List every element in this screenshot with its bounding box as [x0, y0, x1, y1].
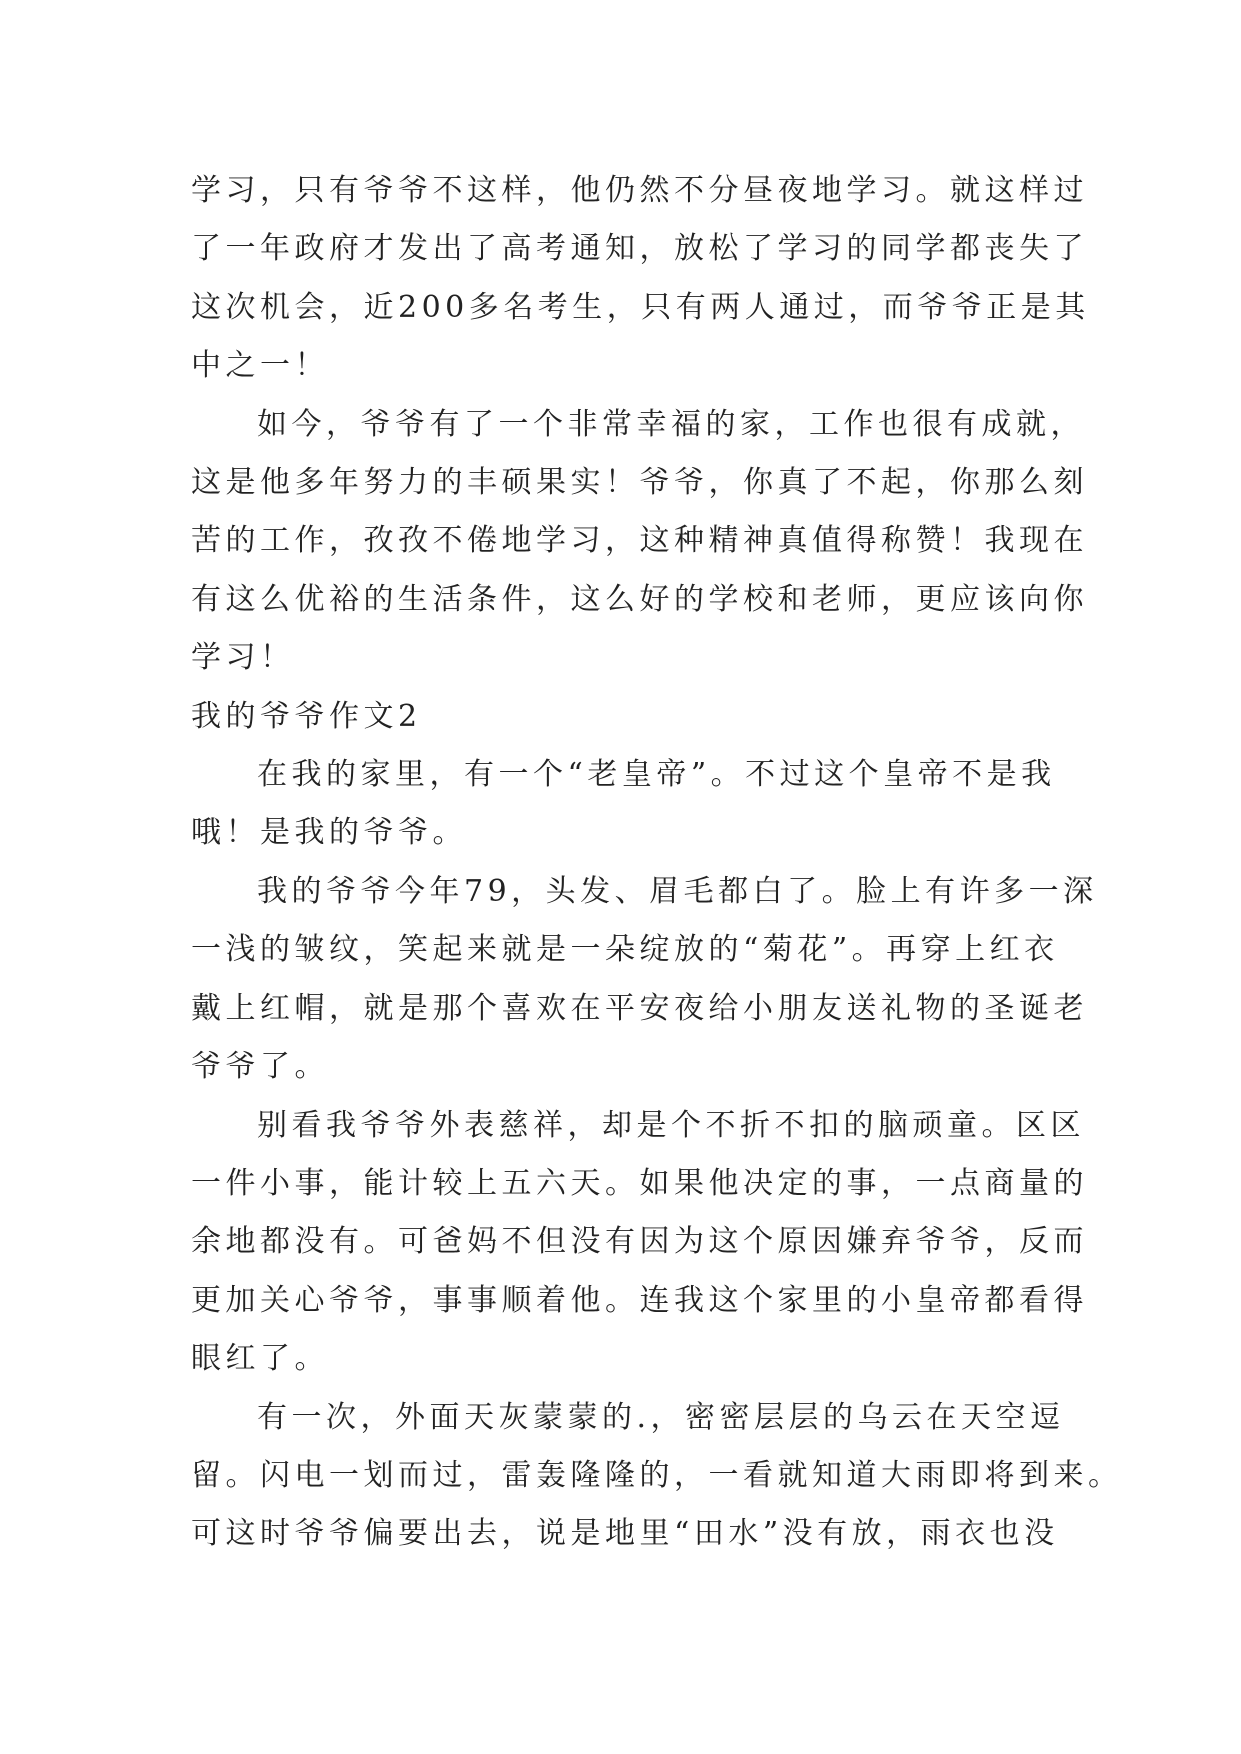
- text-line: 如今，爷爷有了一个非常幸福的家，工作也很有成就，: [257, 406, 1085, 442]
- text-line: 一浅的皱纹，笑起来就是一朵绽放的“菊花”。再穿上红衣: [191, 932, 1059, 968]
- section-heading: [191, 688, 1051, 746]
- text-line: 学习！: [191, 640, 295, 676]
- text-line: 余地都没有。可爸妈不但没有因为这个原因嫌弃爷爷，反而: [191, 1224, 1088, 1260]
- text-line: 中之一！: [191, 348, 329, 384]
- paragraph: [191, 746, 1056, 863]
- paragraph: [191, 396, 1088, 688]
- paragraph: [191, 1097, 1088, 1389]
- text-line: 有这么优裕的生活条件，这么好的学校和老师，更应该向你: [191, 581, 1088, 617]
- text-line: 这次机会，近200多名考生，只有两人通过，而爷爷正是其: [191, 289, 1090, 325]
- text-line: 这是他多年努力的丰硕果实！爷爷，你真了不起，你那么刻: [191, 465, 1088, 501]
- text-line: 苦的工作，孜孜不倦地学习，这种精神真值得称赞！我现在: [191, 523, 1088, 559]
- text-line: 有一次，外面天灰蒙蒙的.，密密层层的乌云在天空逗: [257, 1399, 1065, 1435]
- text-line: 戴上红帽，就是那个喜欢在平安夜给小朋友送礼物的圣诞老: [191, 990, 1088, 1026]
- text-line: 更加关心爷爷，事事顺着他。连我这个家里的小皇帝都看得: [191, 1282, 1088, 1318]
- text-line: 可这时爷爷偏要出去，说是地里“田水”没有放，雨衣也没: [191, 1516, 1059, 1552]
- text-line: 别看我爷爷外表慈祥，却是个不折不扣的脑顽童。区区: [257, 1107, 1085, 1143]
- paragraph: [191, 863, 1098, 1097]
- text-line: 学习，只有爷爷不这样，他仍然不分昼夜地学习。就这样过: [191, 173, 1088, 208]
- text-line: 哦！是我的爷爷。: [191, 815, 467, 851]
- text-line: 在我的家里，有一个“老皇帝”。不过这个皇帝不是我: [257, 757, 1056, 793]
- text-line: 一件小事，能计较上五六天。如果他决定的事，一点商量的: [191, 1165, 1088, 1201]
- text-line: 了一年政府才发出了高考通知，放松了学习的同学都丧失了: [191, 231, 1088, 267]
- text-line: 眼红了。: [191, 1341, 329, 1377]
- text-line: 爷爷了。: [191, 1049, 329, 1085]
- paragraph: [191, 1389, 1123, 1564]
- document-body: [191, 162, 1123, 1564]
- paragraph: [191, 162, 1090, 396]
- text-line: 留。闪电一划而过，雷轰隆隆的，一看就知道大雨即将到来。: [191, 1457, 1123, 1493]
- text-line: 我的爷爷今年79，头发、眉毛都白了。脸上有许多一深: [257, 873, 1098, 909]
- text-line: 我的爷爷作文2: [191, 698, 422, 734]
